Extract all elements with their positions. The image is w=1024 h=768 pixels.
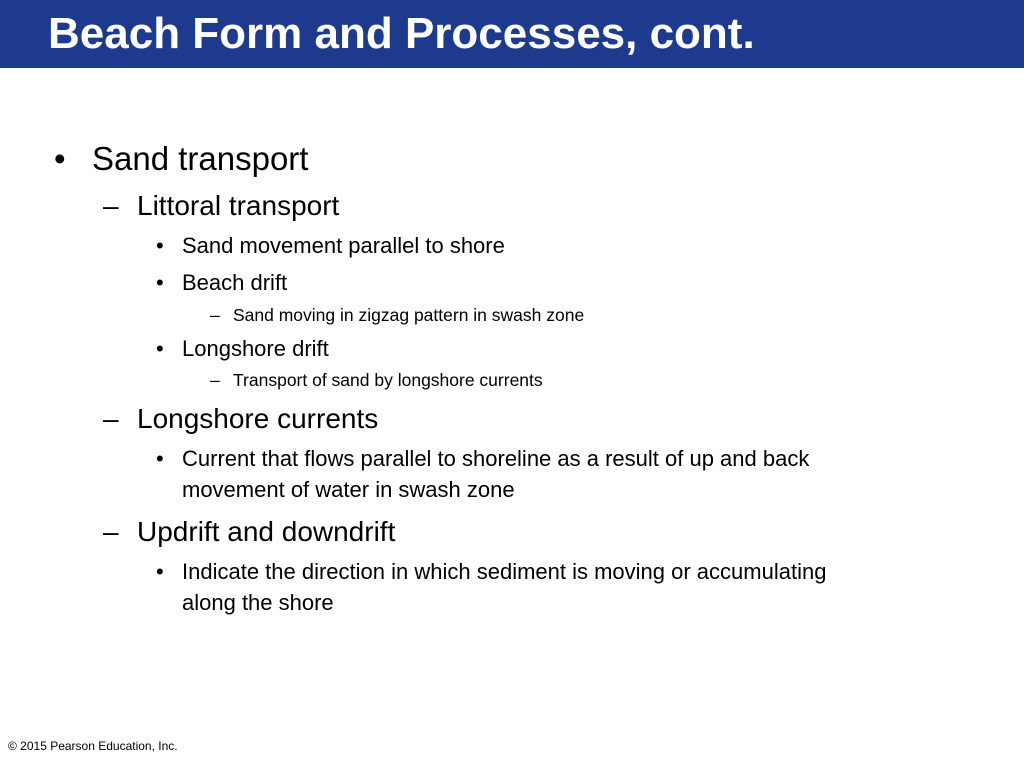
slide-title: Beach Form and Processes, cont.: [48, 9, 755, 58]
dash-marker: –: [210, 370, 220, 390]
bullet-indicate-direction-line1: Indicate the direction in which sediment is moving or accumulating: [182, 559, 827, 584]
bullet-sand-zigzag: Sand moving in zigzag pattern in swash zone: [233, 305, 585, 325]
bullet-longshore-drift: Longshore drift: [182, 336, 329, 361]
bullet-transport-longshore-currents: Transport of sand by longshore currents: [233, 370, 543, 390]
bullet-indicate-direction-line2: along the shore: [182, 590, 334, 615]
bullet-sand-transport: Sand transport: [92, 140, 309, 177]
bullet-marker: •: [54, 140, 66, 177]
bullet-marker: •: [156, 336, 164, 361]
bullet-marker: •: [156, 233, 164, 258]
bullet-marker: •: [156, 559, 164, 584]
dash-marker: –: [103, 403, 119, 434]
bullet-longshore-currents: Longshore currents: [137, 403, 379, 434]
bullet-beach-drift: Beach drift: [182, 270, 288, 295]
bullet-current-flows-line2: movement of water in swash zone: [182, 477, 515, 502]
bullet-updrift-downdrift: Updrift and downdrift: [137, 516, 396, 547]
bullet-sand-movement-parallel: Sand movement parallel to shore: [182, 233, 505, 258]
bullet-marker: •: [156, 446, 164, 471]
bullet-current-flows-line1: Current that flows parallel to shoreline as a result of up and back: [182, 446, 810, 471]
dash-marker: –: [210, 305, 220, 325]
bullet-marker: •: [156, 270, 164, 295]
bullet-littoral-transport: Littoral transport: [137, 190, 340, 221]
dash-marker: –: [103, 190, 119, 221]
copyright-footer: © 2015 Pearson Education, Inc.: [8, 739, 178, 753]
dash-marker: –: [103, 516, 119, 547]
